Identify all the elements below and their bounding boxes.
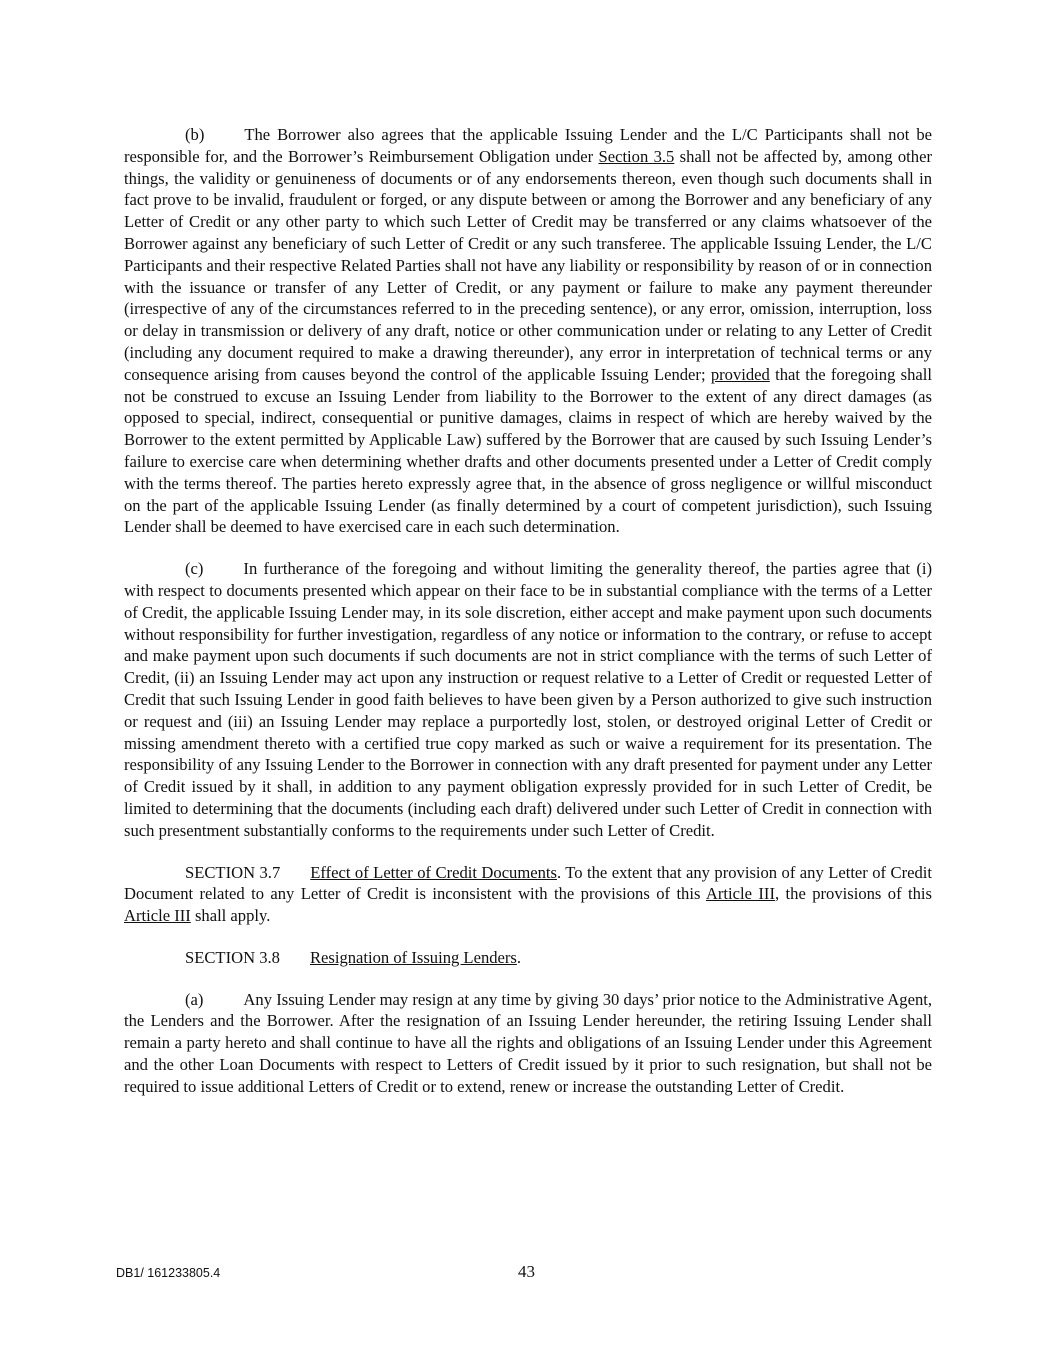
paragraph-c	[124, 558, 932, 841]
document-page	[124, 124, 932, 1118]
section-3-8-heading	[124, 947, 932, 969]
section-3-8-title: Resignation of Issuing Lenders	[309, 947, 517, 967]
provided-term: provided	[710, 364, 770, 384]
paragraph-b-text-2: shall not be affected by, among other things, the validity or genuineness of documents or of any endorsements thereon, even though such documents shall in fact prove to be invalid, fraudulent or forged, or any dispute between or among the Borrower and any beneficiary of any Letter of Credit or any other party to which such Letter of Credit may be transferred or any claims whatsoever of the Borrower against any beneficiary of such Letter of Credit or any such transferee. The applicable Issuing Lender, the L/C Participants and their respective Related Parties shall not have any liability or responsibility by reason of or in connection with the issuance or transfer of any Letter of Credit, or any payment or failure to make any payment thereunder (irrespective of any of the circumstances referred to in the preceding sentence), or any error, omission, interruption, loss or delay in transmission or delivery of any draft, notice or other communication under or relating to any Letter of Credit (including any document required to make a drawing thereunder), any error in interpretation of technical terms or any consequence arising from causes beyond the control of the applicable Issuing Lender;	[124, 146, 932, 384]
section-3-7-text-2: , the provisions of this	[774, 884, 932, 904]
paragraph-b	[124, 124, 932, 538]
paragraph-c-text: In furtherance of the foregoing and without limiting the generality thereof, the parties agree that (i) with respect to documents presented which appear on their face to be in substantial compliance with the terms of a Letter of Credit, the applicable Issuing Lender may, in its sole discretion, either accept and make payment upon such documents without responsibility for further investigation, regardless of any notice or information to the contrary, or refuse to accept and make payment upon such documents if such documents are not in strict compliance with the terms of such Letter of Credit, (ii) an Issuing Lender may act upon any instruction or request relative to a Letter of Credit or requested Letter of Credit that such Issuing Lender in good faith believes to have been given by a Person authorized to give such instruction or request and (iii) an Issuing Lender may replace a purportedly lost, stolen, or destroyed original Letter of Credit or missing amendment thereto with a certified true copy marked as such or waive a requirement for its presentation. The responsibility of any Issuing Lender to the Borrower in connection with any draft presented for payment under any Letter of Credit issued by it shall, in addition to any payment obligation expressly provided for in such Letter of Credit, be limited to determining that the documents (including each draft) delivered under such Letter of Credit in connection with such presentment substantially conforms to the requirements under such Letter of Credit.	[124, 559, 932, 840]
paragraph-b-text-1: The Borrower also agrees that the applicable Issuing Lender and the L/C Participants shall not be responsible for, and the Borrower’s Reimbursement Obligation under	[124, 125, 932, 166]
paragraph-b-label: (b)	[185, 125, 205, 144]
section-3-7	[124, 862, 932, 927]
section-3-8-number: SECTION 3.8	[185, 947, 280, 967]
article-iii-reference-1: Article III	[705, 884, 775, 904]
page-number: 43	[518, 1262, 535, 1281]
article-iii-reference-2: Article III	[124, 906, 191, 926]
section-3-8-period: .	[516, 947, 522, 967]
paragraph-a	[124, 989, 932, 1098]
paragraph-b-text-3: that the foregoing shall not be construed to excuse an Issuing Lender from liability to the Borrower to the extent of any direct damages (as opposed to special, indirect, consequential or punitive damages, claims in respect of which are hereby waived by the Borrower to the extent permitted by Applicable Law) suffered by the Borrower that are caused by such Issuing Lender’s failure to exercise care when determining whether drafts and other documents presented under a Letter of Credit comply with the terms thereof. The parties hereto expressly agree that, in the absence of gross negligence or willful misconduct on the part of the applicable Issuing Lender (as finally determined by a court of competent jurisdiction), such Issuing Lender shall be deemed to have exercised care in each such determination.	[124, 364, 932, 537]
paragraph-a-label: (a)	[185, 989, 204, 1009]
section-3-7-text-1: . To the extent that any provision of any Letter of Credit Document related to any Letter of Credit is inconsistent with the provisions of this	[124, 862, 933, 904]
section-3-7-number: SECTION 3.7	[185, 862, 281, 882]
section-3-7-text-3: shall apply.	[190, 906, 271, 926]
section-3-5-reference: Section 3.5	[598, 146, 675, 166]
section-3-7-title: Effect of Letter of Credit Documents	[310, 862, 557, 882]
paragraph-a-text: Any Issuing Lender may resign at any time by giving 30 days’ prior notice to the Administrative Agent, the Lenders and the Borrower. After the resignation of an Issuing Lender hereunder, the retiring Issuing Lender shall remain a party hereto and shall continue to have all the rights and obligations of an Issuing Lender under this Agreement and the other Loan Documents with respect to Letters of Credit issued by it prior to such resignation, but shall not be required to issue additional Letters of Credit or to extend, renew or increase the outstanding Letter of Credit.	[124, 989, 932, 1096]
paragraph-c-label: (c)	[185, 559, 204, 579]
document-id: DB1/ 161233805.4	[116, 1266, 221, 1280]
